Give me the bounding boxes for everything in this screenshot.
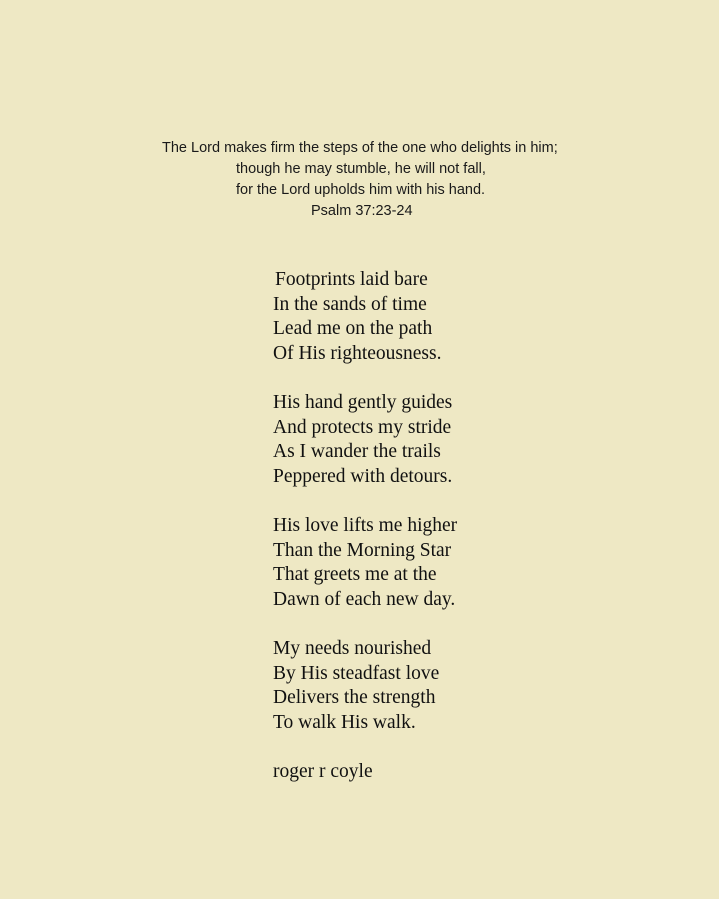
poem-line: By His steadfast love bbox=[273, 662, 440, 684]
scripture-reference: Psalm 37:23-24 bbox=[311, 203, 413, 219]
poem-line: To walk His walk. bbox=[273, 711, 416, 733]
poem-line: As I wander the trails bbox=[273, 441, 441, 462]
poem-line: Than the Morning Star bbox=[273, 539, 452, 561]
epigraph-line: for the Lord upholds him with his hand. bbox=[236, 182, 486, 198]
stanza-2 bbox=[273, 391, 457, 489]
poem-line: Delivers the strength bbox=[273, 687, 436, 708]
stanza-4 bbox=[273, 637, 457, 735]
poem-line: His hand gently guides bbox=[273, 392, 453, 413]
stanza-1 bbox=[273, 268, 457, 366]
poem-line: Peppered with detours. bbox=[273, 465, 453, 487]
poem-line: His love lifts me higher bbox=[273, 515, 458, 536]
poem-line: Footprints laid bare bbox=[275, 269, 428, 290]
poem-line: In the sands of time bbox=[273, 293, 427, 315]
epigraph-line: though he may stumble, he will not fall, bbox=[236, 161, 486, 177]
poem-line: And protects my stride bbox=[273, 416, 452, 438]
author-signature: roger r coyle bbox=[273, 761, 373, 782]
epigraph-line: The Lord makes firm the steps of the one who delights in him; bbox=[162, 140, 558, 156]
stanza-3 bbox=[273, 514, 457, 612]
poem-line: That greets me at the bbox=[273, 564, 437, 585]
poem-line: My needs nourished bbox=[273, 638, 432, 659]
poem-line: Of His righteousness. bbox=[273, 342, 442, 364]
poem-line: Dawn of each new day. bbox=[273, 588, 456, 610]
poem-body bbox=[273, 268, 457, 785]
poem-line: Lead me on the path bbox=[273, 318, 433, 339]
